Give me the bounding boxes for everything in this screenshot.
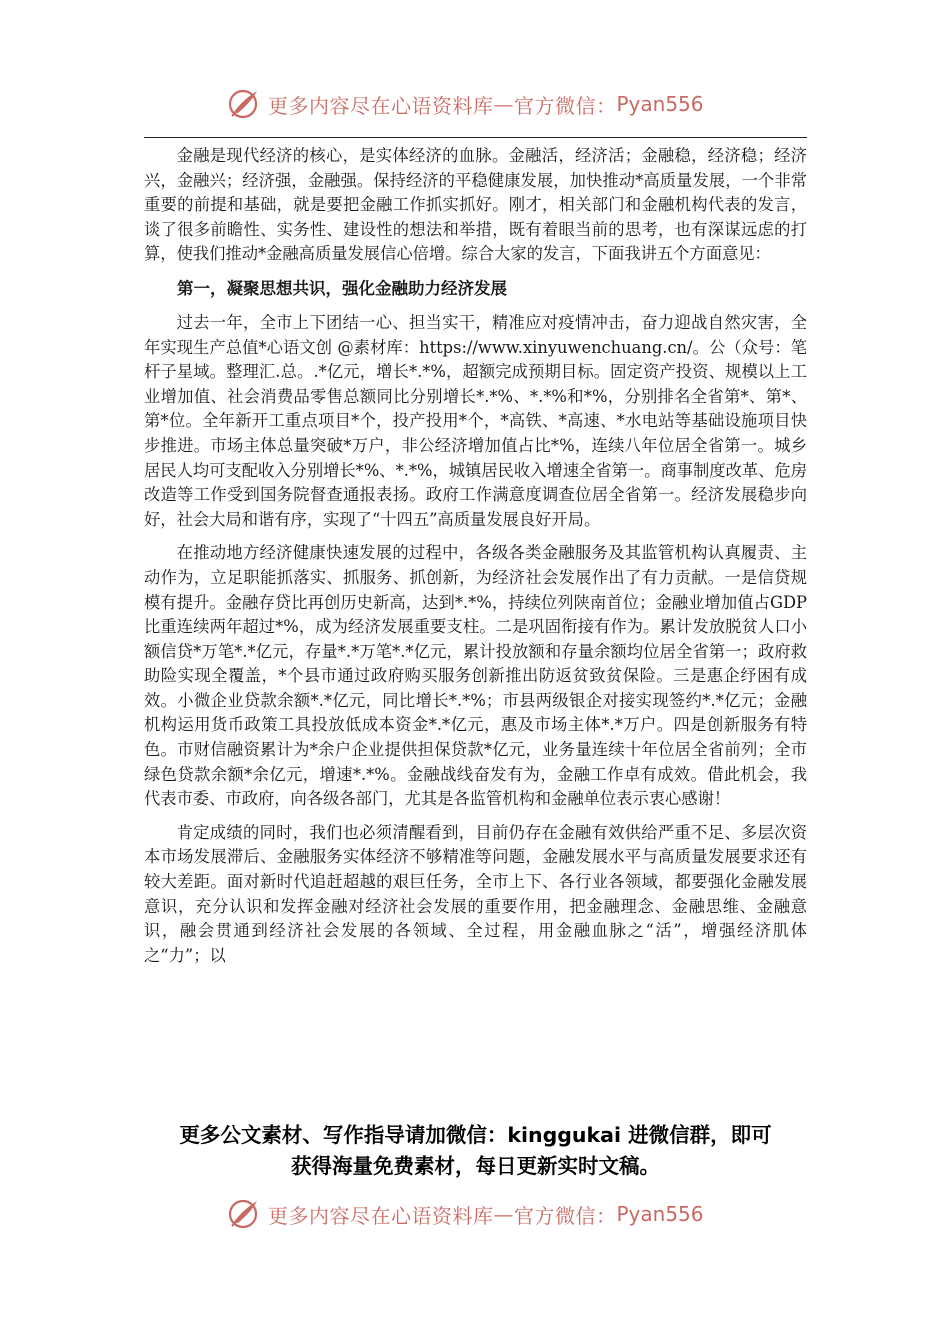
document-body bbox=[144, 144, 807, 968]
brand-text: 更多内容尽在心语资料库 bbox=[268, 1203, 494, 1228]
brand-separator: — bbox=[493, 1202, 514, 1226]
promo-banner bbox=[144, 1120, 807, 1182]
promo-line-1: 更多公文素材、写作指导请加微信：kinggukai 进微信群，即可 bbox=[179, 1123, 772, 1147]
paragraph-finance-contribution: 在推动地方经济健康快速发展的过程中，各级各类金融服务及其监管机构认真履责、主动作为，立足职能抓落实、抓服务、抓创新，为经济社会发展作出了有力贡献。一是信贷规模有提升。金融存贷比再创历史新高，达到*.*%，持续位列陕南首位；金融业增加值占GDP比重连续两年超过*%，成为经济发展重要支柱。二是巩固衔接有作为。累计发放脱贫人口小额信贷*万笔*.*亿元，存量*.*万笔*.*亿元，累计投放额和存量余额均位居全省第一；政府救助险实现全覆盖，*个县市通过政府购买服务创新推出防返贫致贫保险。三是惠企纾困有成效。小微企业贷款余额*.*亿元，同比增长*.*%；市县两级银企对接实现签约*.*亿元；金融机构运用货币政策工具投放低成本资金*.*亿元，惠及市场主体*.*万户。四是创新服务有特色。市财信融资累计为*余户企业提供担保贷款*亿元，业务量连续十年位居全省前列；全市绿色贷款余额*余亿元，增速*.*%。金融战线奋发有为，金融工作卓有成效。借此机会，我代表市委、市政府，向各级各部门，尤其是各监管机构和金融单位表示衷心感谢！ bbox=[144, 543, 807, 809]
paragraph-intro: 金融是现代经济的核心，是实体经济的血脉。金融活，经济活；金融稳，经济稳；经济兴，金融兴；经济强，金融强。保持经济的平稳健康发展，加快推动*高质量发展，一个非常重要的前提和基础，就是要把金融工作抓实抓好。刚才，相关部门和金融机构代表的发言，谈了很多前瞻性、实务性、建设性的想法和举措，既有着眼当前的思考，也有深谋远虑的打算，使我们推动*金融高质量发展信心倍增。综合大家的发言，下面我讲五个方面意见： bbox=[144, 146, 807, 264]
brand-separator: — bbox=[493, 92, 514, 116]
header-banner-top bbox=[226, 84, 726, 124]
wechat-id: Pyan556 bbox=[616, 1202, 704, 1226]
header-banner-bottom bbox=[226, 1194, 726, 1234]
brand-suffix: 官方微信： bbox=[514, 93, 617, 118]
header-divider bbox=[144, 137, 807, 138]
brand-suffix: 官方微信： bbox=[514, 1203, 617, 1228]
quill-logo-icon bbox=[226, 86, 262, 122]
paragraph-challenges: 肯定成绩的同时，我们也必须清醒看到，目前仍存在金融有效供给严重不足、多层次资本市场发展滞后、金融服务实体经济不够精准等问题，金融发展水平与高质量发展要求还有较大差距。面对新时代追赶超越的艰巨任务，全市上下、各行业各领域，都要强化金融发展意识，充分认识和发挥金融对经济社会发展的重要作用，把金融理念、金融思维、金融意识，融会贯通到经济社会发展的各领域、全过程，用金融血脉之“活”，增强经济肌体之“力”；以 bbox=[144, 822, 807, 965]
brand-text: 更多内容尽在心语资料库 bbox=[268, 93, 494, 118]
paragraph-review: 过去一年，全市上下团结一心、担当实干，精准应对疫情冲击，奋力迎战自然灾害，全年实现生产总值*心语文创 @素材库：https://www.xinyuwenchuang.cn/。公（众号：笔杆子星域。整理汇.总。.*亿元，增长*.*%，超额完成预期目标。固定资产投资、规模以上工业增加值、社会消费品零售总额同比分别增长*.*%、*.*%和*%，分别排名全省第*、第*、第*位。全年新开工重点项目*个，投产投用*个，*高铁、*高速、*水电站等基础设施项目快步推进。市场主体总量突破*万户，非公经济增加值占比*%，连续八年位居全省第一。城乡居民人均可支配收入分别增长*%、*.*%，城镇居民收入增速全省第一。商事制度改革、危房改造等工作受到国务院督查通报表扬。政府工作满意度调查位居全省第一。经济发展稳步向好，社会大局和谐有序，实现了“十四五”高质量发展良好开局。 bbox=[144, 312, 807, 529]
section-heading-1: 第一，凝聚思想共识，强化金融助力经济发展 bbox=[177, 278, 507, 298]
quill-logo-icon bbox=[226, 1196, 262, 1232]
wechat-id: Pyan556 bbox=[616, 92, 704, 116]
promo-line-2: 获得海量免费素材，每日更新实时文稿。 bbox=[291, 1154, 660, 1178]
